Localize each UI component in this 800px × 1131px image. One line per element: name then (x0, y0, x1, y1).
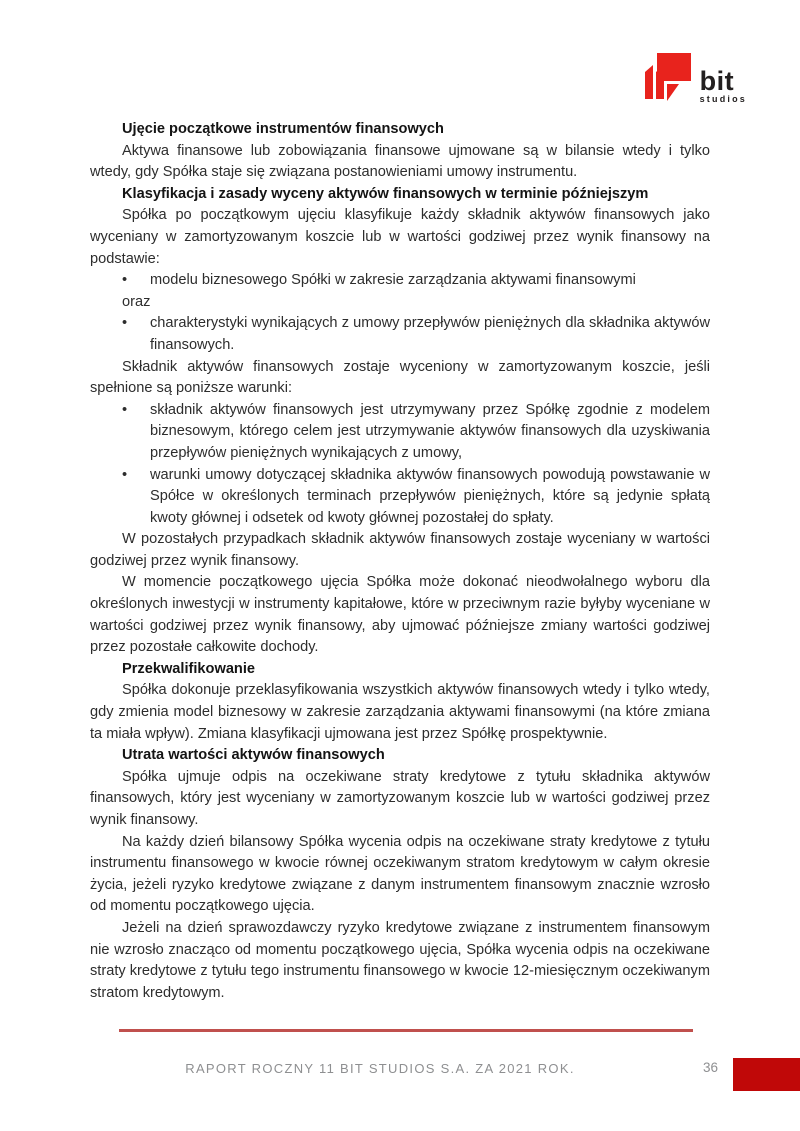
body-paragraph: W momencie początkowego ujęcia Spółka może dokonać nieodwołalnego wyboru dla określonych inwestycji w instrumenty kapitałowe, które w przeciwnym razie byłyby wyceniane w wartości godziwej przez wynik finansowy, aby ujmować późniejsze zmiany wartości godziwej przez pozostałe całkowite dochody. (90, 574, 710, 656)
bullet-icon: • (122, 315, 128, 332)
bullet-item (90, 313, 710, 356)
body-paragraph: Składnik aktywów finansowych zostaje wyceniony w zamortyzowanym koszcie, jeśli spełnione są poniższe warunki: (90, 358, 710, 397)
bullet-text: charakterystyki wynikających z umowy przepływów pieniężnych dla składnika aktywów finansowych. (150, 315, 710, 353)
page-number: 36 (703, 1060, 719, 1075)
body-paragraph: Aktywa finansowe lub zobowiązania finansowe ujmowane są w bilansie wtedy i tylko wtedy, gdy Spółka staje się związana postanowieniami umowy instrumentu. (90, 142, 710, 181)
bullet-text: składnik aktywów finansowych jest utrzymywany przez Spółkę zgodnie z modelem biznesowym, którego celem jest utrzymywanie aktywów finansowych dla uzyskiwania przepływów pieniężnych wynikających z umowy, (150, 401, 710, 461)
document-body (90, 119, 710, 1004)
bullet-text: modelu biznesowego Spółki w zakresie zarządzania aktywami finansowymi (150, 272, 636, 289)
eleven-mark-icon (645, 53, 693, 105)
bullet-icon: • (122, 466, 128, 483)
bullet-icon: • (122, 401, 128, 418)
footer-red-block (733, 1058, 800, 1091)
bullet-item (90, 270, 710, 292)
body-paragraph: Na każdy dzień bilansowy Spółka wycenia odpis na oczekiwane straty kredytowe z tytułu instrumentu finansowego w kwocie równej oczekiwanym stratom kredytowym w całym okresie życia, jeżeli ryzyko kredytowe związane z danym instrumentem finansowym znacznie wzrosło od momentu początkowego ujęcia. (90, 833, 710, 915)
logo-subtext: studios (699, 94, 747, 104)
bullet-item (90, 400, 710, 465)
body-paragraph: Spółka ujmuje odpis na oczekiwane straty kredytowe z tytułu składnika aktywów finansowych, który jest wyceniany w zamortyzowanym koszcie lub w wartości godziwej przez wynik finansowy. (90, 768, 710, 828)
body-paragraph: W pozostałych przypadkach składnik aktywów finansowych zostaje wyceniany w wartości godziwej przez wynik finansowy. (90, 531, 710, 569)
section-heading-initial-recognition: Ujęcie początkowe instrumentów finansowych (122, 121, 444, 137)
bullet-icon: • (122, 272, 128, 289)
connector-text: oraz (122, 293, 151, 310)
footer-report-title: RAPORT ROCZNY 11 BIT STUDIOS S.A. ZA 2021 ROK. (185, 1061, 575, 1076)
bullet-item (90, 465, 710, 530)
logo-text (699, 66, 747, 105)
company-logo (645, 53, 747, 105)
section-heading-impairment: Utrata wartości aktywów finansowych (122, 747, 385, 764)
section-heading-reclassification: Przekwalifikowanie (122, 660, 256, 677)
footer-divider (119, 1029, 693, 1032)
body-paragraph: Spółka po początkowym ujęciu klasyfikuje każdy składnik aktywów finansowych jako wyceniany w zamortyzowanym koszcie lub w wartości godziwej przez wynik finansowy na podstawie: (90, 207, 710, 267)
bullet-text: warunki umowy dotyczącej składnika aktywów finansowych powodują powstawanie w Spółce w określonych terminach przepływów pieniężnych, które są jedynie spłatą kwoty głównej i odsetek od kwoty głównej pozostałej do spłaty. (150, 466, 710, 526)
section-heading-classification: Klasyfikacja i zasady wyceny aktywów finansowych w terminie późniejszym (122, 185, 649, 202)
body-paragraph: Jeżeli na dzień sprawozdawczy ryzyko kredytowe związane z instrumentem finansowym nie wzrosło znacząco od momentu początkowego ujęcia, Spółka wycenia odpis na oczekiwane straty kredytowe z tytułu tego instrumentu finansowego w kwocie 12-miesięcznym oczekiwanym stratom kredytowym. (90, 919, 710, 1001)
body-paragraph: Spółka dokonuje przeklasyfikowania wszystkich aktywów finansowych wtedy i tylko wtedy, gdy zmienia model biznesowy w zakresie zarządzania aktywami finansowymi (na które zmiana ta miała wpływ). Zmiana klasyfikacji ujmowana jest przez Spółkę prospektywnie. (90, 682, 710, 742)
logo-wordmark: bit (699, 66, 735, 96)
